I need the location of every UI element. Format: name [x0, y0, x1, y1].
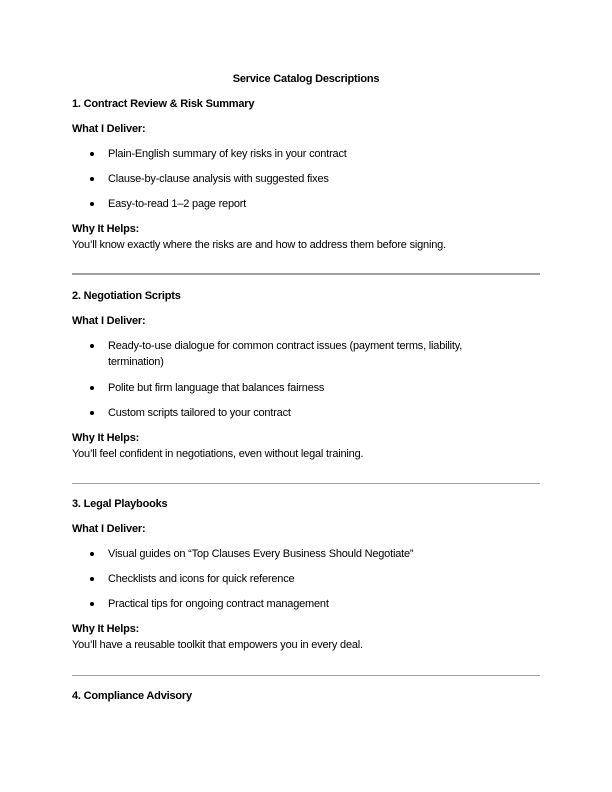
- document-title: Service Catalog Descriptions: [232, 73, 380, 85]
- list-item-text: Easy-to-read 1–2 page report: [108, 198, 247, 210]
- list-item: [90, 380, 510, 396]
- why-heading: Why It Helps:: [72, 432, 140, 444]
- bullet-icon: [90, 177, 94, 181]
- deliver-heading: What I Deliver:: [72, 315, 146, 327]
- bullet-icon: [90, 411, 94, 415]
- section-title-legal-playbooks: 3. Legal Playbooks: [72, 498, 168, 510]
- bullet-icon: [90, 602, 94, 606]
- list-item-text: Polite but firm language that balances fairness: [108, 382, 325, 394]
- bullet-icon: [90, 552, 94, 556]
- list-item: [90, 405, 510, 421]
- bullet-icon: [90, 386, 94, 390]
- bullet-icon: [90, 202, 94, 206]
- why-heading: Why It Helps:: [72, 223, 140, 235]
- deliver-heading: What I Deliver:: [72, 523, 146, 535]
- section-divider: [72, 483, 540, 484]
- section-title-negotiation-scripts: 2. Negotiation Scripts: [72, 290, 181, 302]
- why-text: You’ll feel confident in negotiations, even without legal training.: [72, 448, 364, 460]
- deliver-heading: What I Deliver:: [72, 123, 146, 135]
- why-text: You’ll have a reusable toolkit that empowers you in every deal.: [72, 639, 363, 651]
- list-item-text: Custom scripts tailored to your contract: [108, 407, 291, 419]
- list-item-text: Plain-English summary of key risks in your contract: [108, 148, 347, 160]
- list-item: [90, 338, 490, 370]
- bullet-icon: [90, 152, 94, 156]
- list-item-text: Ready-to-use dialogue for common contract issues (payment terms, liability, termination): [108, 340, 463, 368]
- list-item: [90, 571, 510, 587]
- section-title-contract-review: 1. Contract Review & Risk Summary: [72, 98, 255, 110]
- why-heading: Why It Helps:: [72, 623, 140, 635]
- list-item-text: Checklists and icons for quick reference: [108, 573, 295, 585]
- list-item: [90, 171, 510, 187]
- why-text: You’ll know exactly where the risks are and how to address them before signing.: [72, 239, 446, 251]
- list-item: [90, 146, 510, 162]
- section-divider: [72, 675, 540, 676]
- bullet-icon: [90, 577, 94, 581]
- list-item: [90, 546, 510, 562]
- bullet-icon: [90, 344, 94, 348]
- list-item: [90, 196, 510, 212]
- list-item: [90, 596, 510, 612]
- list-item-text: Clause-by-clause analysis with suggested fixes: [108, 173, 329, 185]
- section-divider: [72, 273, 540, 275]
- list-item-text: Practical tips for ongoing contract management: [108, 598, 329, 610]
- section-title-compliance-advisory: 4. Compliance Advisory: [72, 690, 192, 702]
- list-item-text: Visual guides on “Top Clauses Every Business Should Negotiate”: [108, 548, 414, 560]
